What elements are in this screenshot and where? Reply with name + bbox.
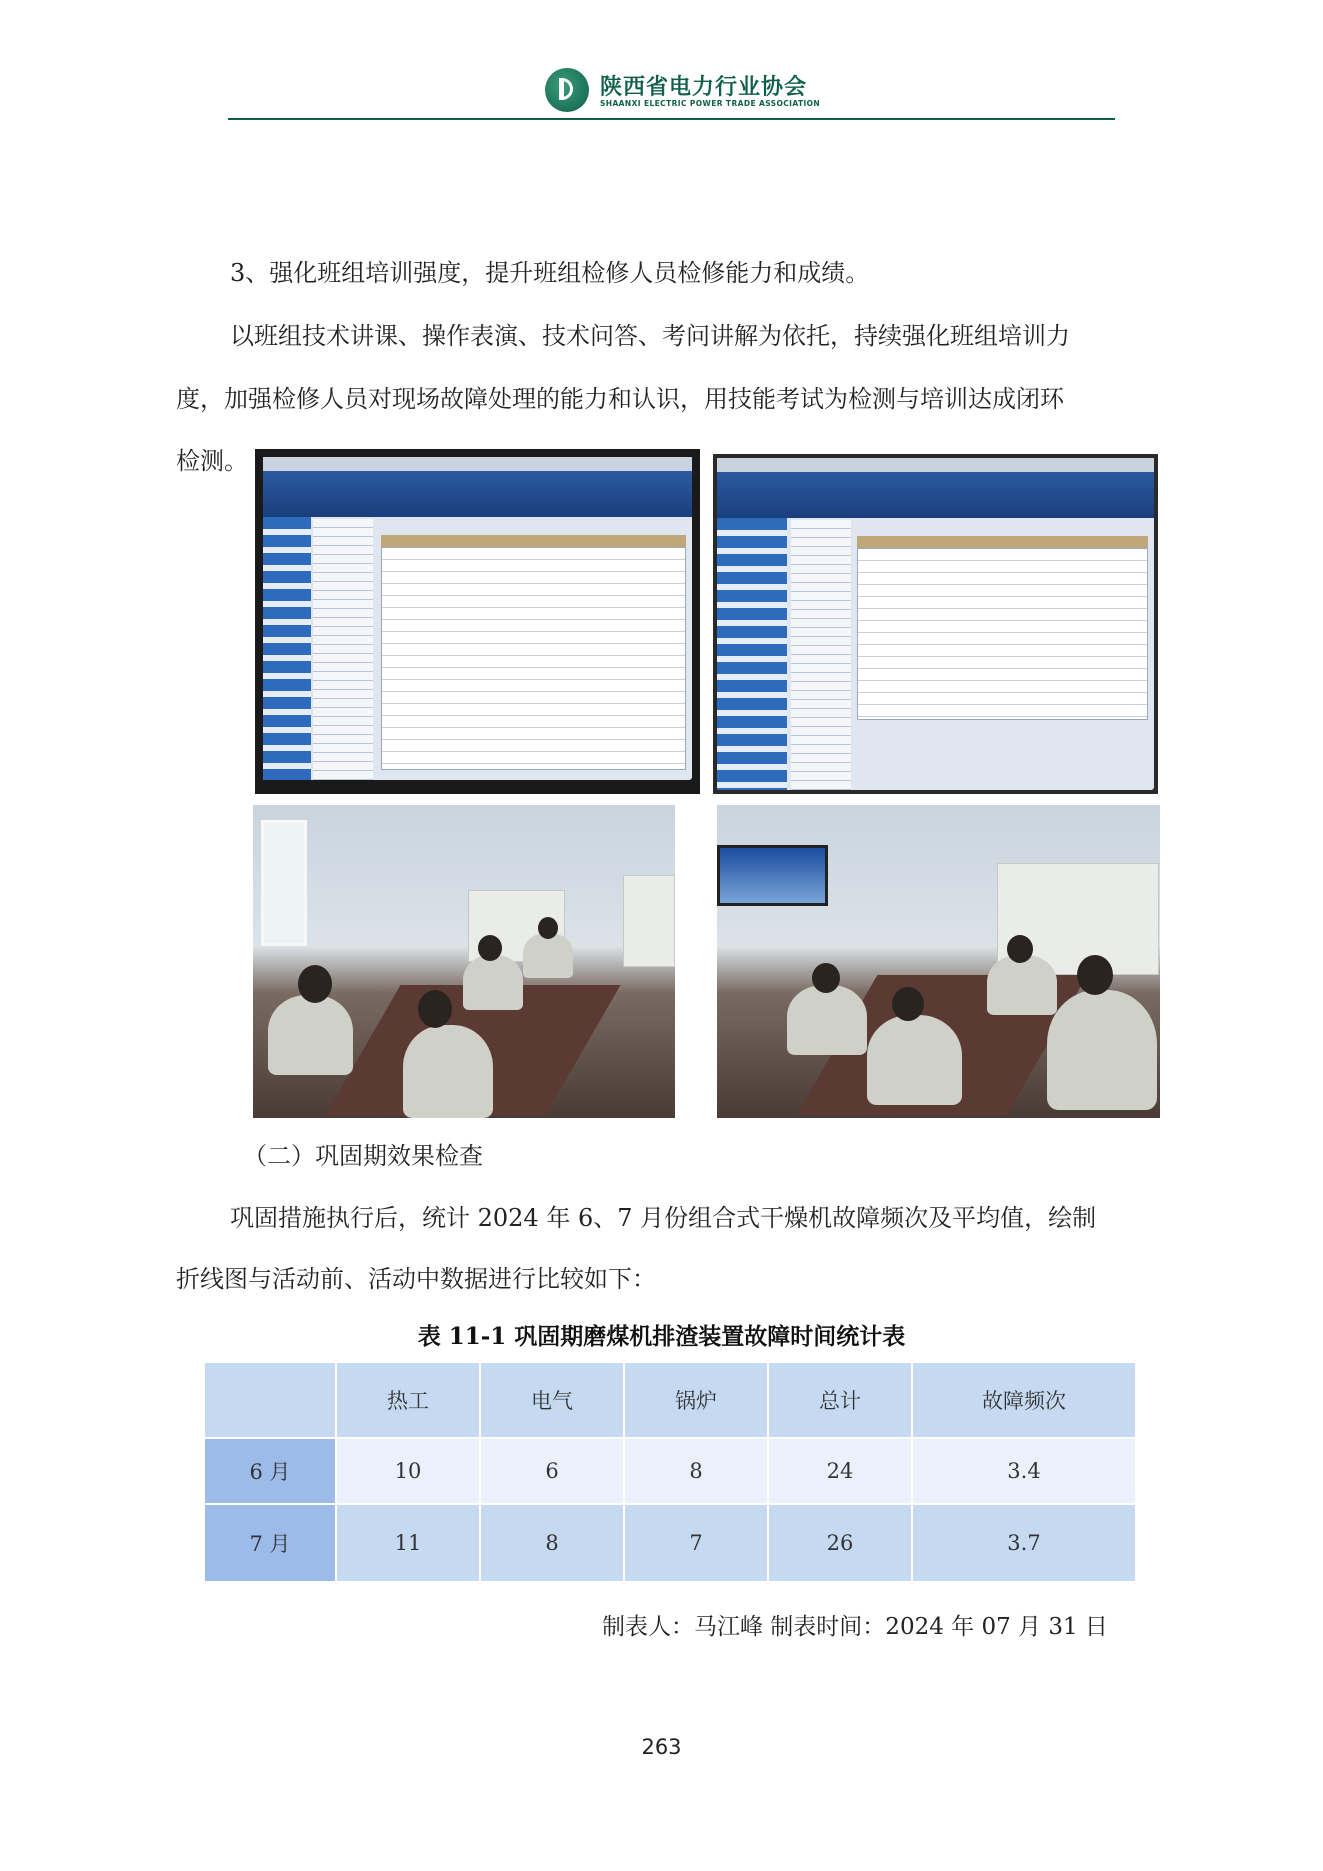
para-2-line-1: 巩固措施执行后，统计 2024 年 6、7 月份组合式干燥机故障频次及平均值，绘制 [230, 1204, 1097, 1232]
heading-3: 3、强化班组培训强度，提升班组检修人员检修能力和成绩。 [230, 259, 870, 287]
para-2-line-2: 折线图与活动前、活动中数据进行比较如下： [176, 1265, 656, 1293]
table-cell: 3.7 [912, 1504, 1136, 1582]
header-cell-total: 总计 [768, 1362, 912, 1438]
org-name-en: SHAANXI ELECTRIC POWER TRADE ASSOCIATION [600, 99, 821, 108]
page-header [0, 60, 1323, 126]
section-2-heading: （二）巩固期效果检查 [243, 1142, 483, 1170]
table-row [204, 1504, 1136, 1582]
photo-training-room-2 [717, 805, 1160, 1118]
photo-screen-2 [713, 454, 1158, 794]
page-number: 263 [641, 1735, 682, 1759]
association-logo [545, 68, 589, 112]
header-rule [228, 118, 1115, 120]
table-header-row [204, 1362, 1136, 1438]
para-1-line-1: 以班组技术讲课、操作表演、技术问答、考问讲解为依托，持续强化班组培训力 [230, 322, 1070, 350]
org-name-cn: 陕西省电力行业协会 [600, 75, 808, 100]
row-label: 7 月 [204, 1504, 336, 1582]
header-cell-frequency: 故障频次 [912, 1362, 1136, 1438]
header-cell-thermal: 热工 [336, 1362, 480, 1438]
header-cell-electrical: 电气 [480, 1362, 624, 1438]
table-row [204, 1438, 1136, 1504]
fault-stats-table [203, 1361, 1137, 1583]
para-1-line-2: 度，加强检修人员对现场故障处理的能力和认识，用技能考试为检测与培训达成闭环 [176, 385, 1064, 413]
table-cell: 7 [624, 1504, 768, 1582]
table-footnote: 制表人：马江峰 制表时间：2024 年 07 月 31 日 [602, 1614, 1108, 1640]
para-1-line-3: 检测。 [176, 447, 248, 475]
header-cell-boiler: 锅炉 [624, 1362, 768, 1438]
table-cell: 24 [768, 1438, 912, 1504]
photo-training-room-1 [253, 805, 675, 1118]
photo-screen-1 [255, 449, 700, 794]
table-cell: 11 [336, 1504, 480, 1582]
header-cell-empty [204, 1362, 336, 1438]
table-cell: 26 [768, 1504, 912, 1582]
table-cell: 10 [336, 1438, 480, 1504]
row-label: 6 月 [204, 1438, 336, 1504]
table-cell: 8 [480, 1504, 624, 1582]
table-caption: 表 11-1 巩固期磨煤机排渣装置故障时间统计表 [417, 1323, 906, 1350]
table-cell: 8 [624, 1438, 768, 1504]
table-cell: 6 [480, 1438, 624, 1504]
table-cell: 3.4 [912, 1438, 1136, 1504]
